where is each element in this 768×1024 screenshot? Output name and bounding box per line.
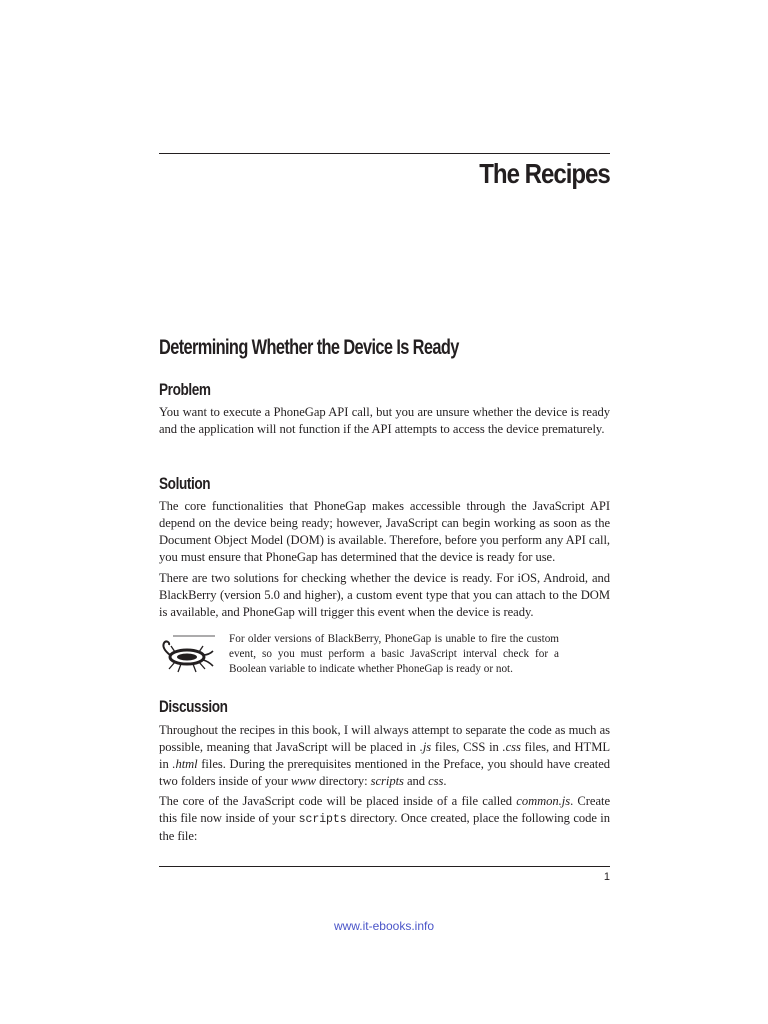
css-extension: .css: [502, 740, 521, 754]
solution-paragraph-1: The core functionalities that PhoneGap makes accessible through the JavaScript API depend on the device being ready; however, JavaScript can begin working as soon as the Document Object Model (DOM) is available. Therefore, before you perform any API call, you must ensure that PhoneGap has determined that the device is ready for use.: [159, 499, 610, 564]
problem-heading: Problem: [159, 380, 211, 399]
footer-url[interactable]: www.it-ebooks.info: [333, 919, 435, 933]
problem-paragraph: You want to execute a PhoneGap API call, but you are unsure whether the device is ready and the application will not function if the API attempts to access the device prematurely.: [159, 405, 610, 436]
chapter-title: The Recipes: [479, 158, 610, 189]
section-title: Determining Whether the Device Is Ready: [159, 336, 459, 359]
discussion-paragraph-1: Throughout the recipes in this book, I will always attempt to separate the code as much as possible, meaning that JavaScript will be placed in .js files, CSS in .css files, and HTML in .html files. During the prerequisites mentioned in the Preface, you should have created two folders inside of your www directory: scripts and css.: [159, 723, 610, 788]
html-extension: .html: [172, 757, 198, 771]
page-number: 1: [603, 871, 610, 883]
scripts-directory: scripts: [370, 774, 404, 788]
bottom-rule: [159, 866, 610, 867]
pawprint-scorpion-icon: [159, 633, 215, 675]
top-rule: [159, 153, 610, 154]
css-directory: css: [428, 774, 444, 788]
js-extension: .js: [419, 740, 432, 754]
discussion-heading: Discussion: [159, 697, 228, 716]
note-text: For older versions of BlackBerry, PhoneGap is unable to fire the custom event, so you must perform a basic JavaScript interval check for a Boolean variable to indicate whether PhoneGap is ready or not.: [229, 633, 559, 675]
common-js-file: common.js: [516, 794, 571, 808]
scripts-directory-code: scripts: [298, 813, 347, 826]
discussion-paragraph-2: The core of the JavaScript code will be placed inside of a file called common.js. Create this file now inside of your scripts directory. Once created, place the following code in the file:: [159, 794, 610, 843]
solution-paragraph-2: There are two solutions for checking whether the device is ready. For iOS, Android, and BlackBerry (version 5.0 and higher), a custom event type that you can attach to the DOM is available, and PhoneGap will trigger this event when the device is ready.: [159, 571, 610, 619]
www-directory: www: [290, 774, 316, 788]
book-page: [159, 0, 610, 1024]
solution-heading: Solution: [159, 474, 211, 493]
